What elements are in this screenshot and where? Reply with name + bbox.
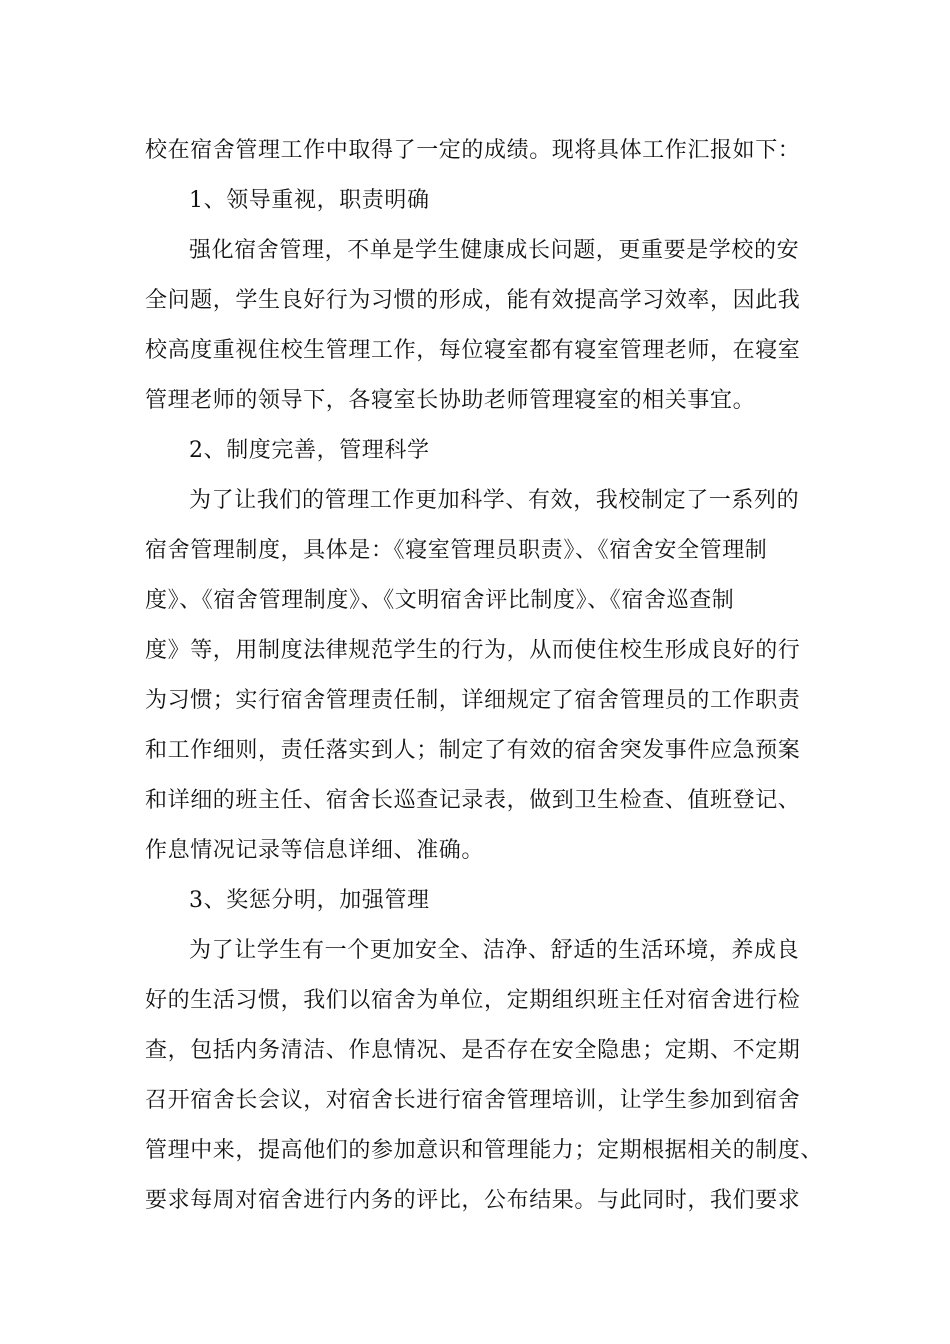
text-line: 作息情况记录等信息详细、准确。 [145,838,485,863]
text-line: 校高度重视住校生管理工作，每位寝室都有寝室管理老师，在寝室 [145,338,801,363]
text-line: 强化宿舍管理，不单是学生健康成长问题，更重要是学校的安 [189,238,800,263]
section-heading: 3、奖惩分明，加强管理 [189,888,430,913]
section-heading: 1、领导重视，职责明确 [189,188,430,213]
text-line: 为习惯；实行宿舍管理责任制，详细规定了宿舍管理员的工作职责 [145,688,801,713]
section-heading: 2、制度完善，管理科学 [189,438,430,463]
text-line: 和工作细则，责任落实到人；制定了有效的宿舍突发事件应急预案 [145,738,801,763]
text-line: 管理老师的领导下，各寝室长协助老师管理寝室的相关事宜。 [145,388,756,413]
text-line: 为了让学生有一个更加安全、洁净、舒适的生活环境，养成良 [189,938,800,963]
text-line: 为了让我们的管理工作更加科学、有效，我校制定了一系列的 [189,488,800,513]
text-line: 校在宿舍管理工作中取得了一定的成绩。现将具体工作汇报如下： [145,138,801,163]
text-line: 召开宿舍长会议，对宿舍长进行宿舍管理培训，让学生参加到宿舍 [145,1088,801,1113]
text-line: 度》等，用制度法律规范学生的行为，从而使住校生形成良好的行 [145,638,801,663]
text-line: 和详细的班主任、宿舍长巡查记录表，做到卫生检查、值班登记、 [145,788,801,813]
text-line: 宿舍管理制度，具体是：《寝室管理员职责》、《宿舍安全管理制 [145,538,768,563]
text-line: 度》、《宿舍管理制度》、《文明宿舍评比制度》、《宿舍巡查制 [145,588,735,613]
text-line: 查，包括内务清洁、作息情况、是否存在安全隐患；定期、不定期 [145,1038,801,1063]
text-line: 管理中来，提高他们的参加意识和管理能力；定期根据相关的制度、 [145,1138,824,1163]
text-line: 要求每周对宿舍进行内务的评比，公布结果。与此同时，我们要求 [145,1188,801,1213]
text-line: 全问题，学生良好行为习惯的形成，能有效提高学习效率，因此我 [145,288,801,313]
text-line: 好的生活习惯，我们以宿舍为单位，定期组织班主任对宿舍进行检 [145,988,801,1013]
